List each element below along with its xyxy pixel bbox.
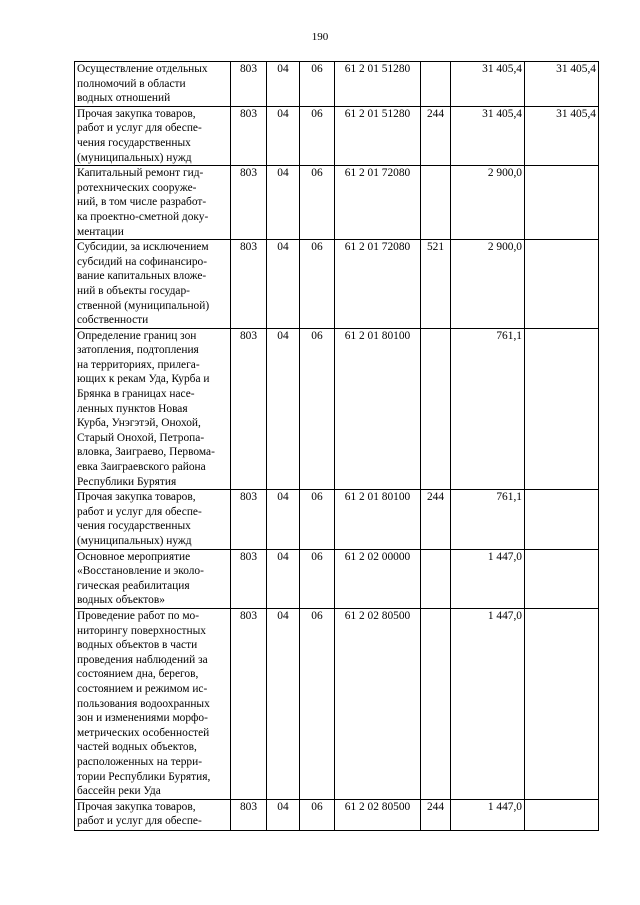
row-amount-1-cell: 1 447,0 [451, 549, 525, 608]
row-target-article-cell: 61 2 01 80100 [335, 328, 421, 490]
row-name-text: Субсидии, за исключением субсидий на софинансиро- вание капитальных вложе- ний в объекты государ- ственной (муниципальной) собственности [77, 241, 210, 327]
row-amount-1-cell: 2 900,0 [451, 240, 525, 329]
row-name-cell [75, 608, 231, 799]
row-name-cell [75, 799, 231, 830]
row-amount-2-cell [525, 166, 599, 240]
row-name-text: Основное мероприятие «Восстановление и эколо- гическая реабилитация водных объектов» [77, 550, 204, 607]
row-expense-type-cell: 244 [421, 106, 451, 165]
row-amount-2-cell [525, 240, 599, 329]
row-name-text: Осуществление отдельных полномочий в области водных отношений [77, 63, 208, 105]
row-target-article-cell: 61 2 01 51280 [335, 62, 421, 107]
row-target-article-cell: 61 2 02 00000 [335, 549, 421, 608]
row-target-article-cell: 61 2 01 72080 [335, 240, 421, 329]
row-grbs-cell: 803 [231, 328, 267, 490]
row-subsection-cell: 06 [300, 608, 335, 799]
row-subsection-cell: 06 [300, 62, 335, 107]
row-expense-type-cell [421, 608, 451, 799]
row-section-cell: 04 [267, 549, 300, 608]
row-expense-type-cell: 244 [421, 799, 451, 830]
table-row [75, 328, 599, 490]
row-amount-1-cell: 1 447,0 [451, 799, 525, 830]
row-target-article-cell: 61 2 02 80500 [335, 799, 421, 830]
table-row [75, 166, 599, 240]
row-target-article-cell: 61 2 01 51280 [335, 106, 421, 165]
row-subsection-cell: 06 [300, 240, 335, 329]
row-grbs-cell: 803 [231, 62, 267, 107]
row-name-cell [75, 240, 231, 329]
table-row [75, 240, 599, 329]
row-expense-type-cell [421, 166, 451, 240]
row-name-text: Капитальный ремонт гид- ротехнических сооруже- ний, в том числе разработ- ка проектно-сметной доку- ментации [77, 167, 209, 238]
row-expense-type-cell [421, 62, 451, 107]
row-grbs-cell: 803 [231, 166, 267, 240]
row-amount-2-cell [525, 549, 599, 608]
table-row [75, 549, 599, 608]
row-amount-2-cell: 31 405,4 [525, 62, 599, 107]
row-grbs-cell: 803 [231, 549, 267, 608]
row-name-cell [75, 166, 231, 240]
row-name-cell [75, 62, 231, 107]
row-amount-2-cell: 31 405,4 [525, 106, 599, 165]
row-section-cell: 04 [267, 106, 300, 165]
row-amount-1-cell: 31 405,4 [451, 62, 525, 107]
row-amount-2-cell [525, 490, 599, 549]
row-target-article-cell: 61 2 01 72080 [335, 166, 421, 240]
row-subsection-cell: 06 [300, 799, 335, 830]
row-target-article-cell: 61 2 02 80500 [335, 608, 421, 799]
row-subsection-cell: 06 [300, 106, 335, 165]
row-subsection-cell: 06 [300, 549, 335, 608]
row-name-cell [75, 490, 231, 549]
row-expense-type-cell [421, 549, 451, 608]
budget-table [74, 61, 599, 831]
table-row [75, 106, 599, 165]
row-subsection-cell: 06 [300, 328, 335, 490]
row-expense-type-cell: 244 [421, 490, 451, 549]
table-row [75, 608, 599, 799]
row-amount-1-cell: 761,1 [451, 328, 525, 490]
row-grbs-cell: 803 [231, 106, 267, 165]
row-amount-2-cell [525, 608, 599, 799]
table-row [75, 62, 599, 107]
row-name-text: Прочая закупка товаров, работ и услуг для обеспе- чения государственных (муниципальных) нужд [77, 491, 202, 547]
row-section-cell: 04 [267, 240, 300, 329]
row-name-cell [75, 549, 231, 608]
row-subsection-cell: 06 [300, 166, 335, 240]
table-body [75, 62, 599, 831]
row-section-cell: 04 [267, 62, 300, 107]
row-name-text: Проведение работ по мо- ниторингу поверхностных водных объектов в части проведения наблюдений за состоянием дна, берегов, состоянием и режимом ис- пользования водоохранных зон и изменениями морфо- метрических особенностей частей водных объектов, расположенных на терри- тории Республики Бурятия, бассейн реки Уда [77, 609, 211, 798]
row-grbs-cell: 803 [231, 240, 267, 329]
row-grbs-cell: 803 [231, 608, 267, 799]
row-amount-1-cell: 31 405,4 [451, 106, 525, 165]
row-amount-2-cell [525, 799, 599, 830]
row-expense-type-cell [421, 328, 451, 490]
row-expense-type-cell: 521 [421, 240, 451, 329]
page-number: 190 [311, 31, 329, 43]
row-subsection-cell: 06 [300, 490, 335, 549]
row-section-cell: 04 [267, 166, 300, 240]
row-name-text: Определение границ зон затопления, подтопления на территориях, прилега- ющих к рекам Уда, Курба и Брянка в границах насе- ленных пунктов Новая Курба, Унэгэтэй, Онохой, Старый Онохой, Петропа- вловка, Заиграево, Первома- евка Заиграевского района Республики Бурятия [77, 329, 215, 488]
row-section-cell: 04 [267, 490, 300, 549]
row-name-text: Прочая закупка товаров, работ и услуг для обеспе- [77, 800, 202, 828]
row-amount-2-cell [525, 328, 599, 490]
row-grbs-cell: 803 [231, 490, 267, 549]
row-name-text: Прочая закупка товаров, работ и услуг для обеспе- чения государственных (муниципальных) нужд [77, 107, 202, 164]
row-section-cell: 04 [267, 328, 300, 490]
row-amount-1-cell: 761,1 [451, 490, 525, 549]
row-name-cell [75, 328, 231, 490]
table-row [75, 490, 599, 549]
row-name-cell [75, 106, 231, 165]
table-row [75, 799, 599, 830]
row-grbs-cell: 803 [231, 799, 267, 830]
row-target-article-cell: 61 2 01 80100 [335, 490, 421, 549]
row-amount-1-cell: 2 900,0 [451, 166, 525, 240]
row-section-cell: 04 [267, 608, 300, 799]
row-amount-1-cell: 1 447,0 [451, 608, 525, 799]
row-section-cell: 04 [267, 799, 300, 830]
